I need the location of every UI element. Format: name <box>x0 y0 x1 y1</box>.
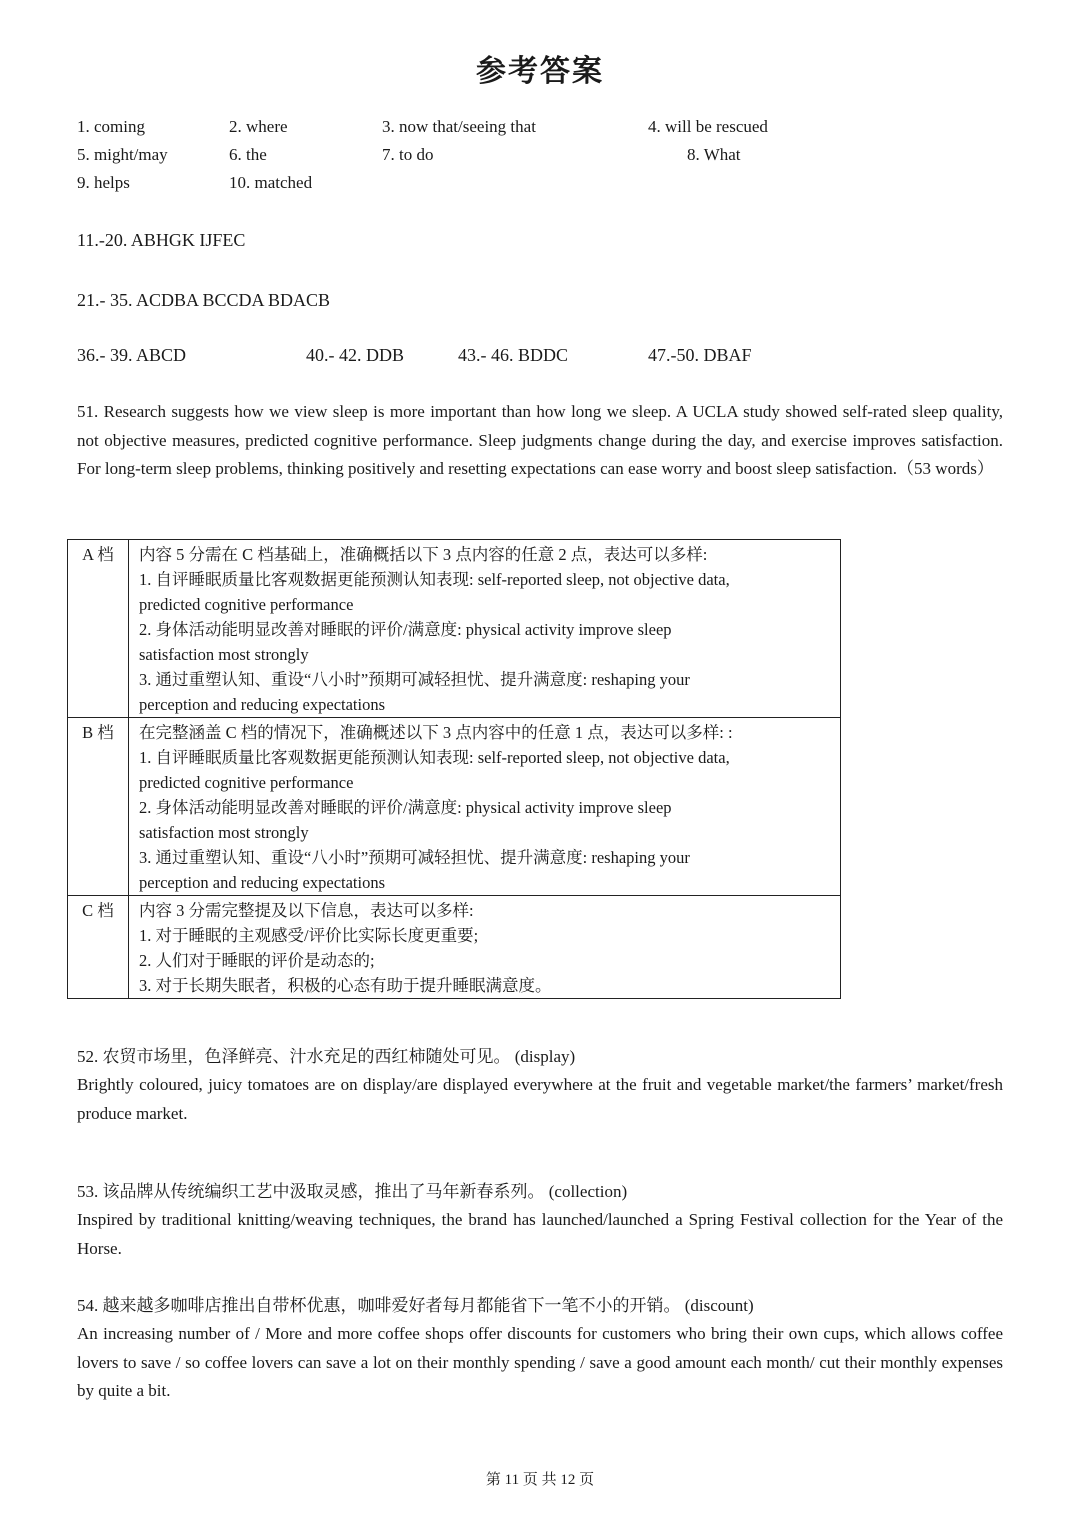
grade-label: C 档 <box>68 896 129 999</box>
rubric-row-a <box>68 540 841 718</box>
answer-8: 8. What <box>687 145 741 164</box>
rubric-line: 内容 5 分需在 C 档基础上，准确概括以下 3 点内容的任意 2 点，表达可以多样: <box>139 545 708 564</box>
grade-label: A 档 <box>68 540 129 718</box>
answer-9: 9. helps <box>77 173 130 192</box>
rubric-line: 2. 人们对于睡眠的评价是动态的; <box>139 951 375 970</box>
rubric-line: 1. 自评睡眠质量比客观数据更能预测认知表现: self-reported sleep, not objective data, <box>139 748 730 767</box>
rubric-row-c <box>68 896 841 999</box>
rubric-row-b <box>68 718 841 896</box>
page-footer: 第 11 页 共 12 页 <box>485 1472 595 1488</box>
answers-47-50: 47.-50. DBAF <box>648 345 752 365</box>
answer-1: 1. coming <box>77 117 145 136</box>
answer-5: 5. might/may <box>77 145 168 164</box>
rubric-line: predicted cognitive performance <box>139 773 354 792</box>
grade-label: B 档 <box>68 718 129 896</box>
rubric-line: 1. 自评睡眠质量比客观数据更能预测认知表现: self-reported sleep, not objective data, <box>139 570 730 589</box>
q53-prompt: 53. 该品牌从传统编织工艺中汲取灵感，推出了马年新春系列。 (collection) <box>77 1182 628 1201</box>
rubric-line: 内容 3 分需完整提及以下信息，表达可以多样: <box>139 901 474 920</box>
answer-10: 10. matched <box>229 173 313 192</box>
rubric-body <box>129 540 841 718</box>
answer-3: 3. now that/seeing that <box>382 117 536 136</box>
rubric-body <box>129 718 841 896</box>
answers-40-42: 40.- 42. DDB <box>306 345 404 365</box>
answers-11-20: 11.-20. ABHGK IJFEC <box>77 230 246 250</box>
page-title: 参考答案 <box>476 55 604 88</box>
rubric-line: perception and reducing expectations <box>139 873 386 892</box>
q53-answer: Inspired by traditional knitting/weaving techniques, the brand has launched/launched a Spring Festival collection for the Year of the Horse. <box>77 1210 1003 1258</box>
rubric-line: satisfaction most strongly <box>139 823 309 842</box>
q54-answer: An increasing number of / More and more coffee shops offer discounts for customers who bring their own cups, which allows coffee lovers to save / so coffee lovers can save a lot on their monthly spending / save a good amount each month/ cut their monthly expenses by quite a bit. <box>77 1324 1003 1400</box>
rubric-line: satisfaction most strongly <box>139 645 309 664</box>
answer-6: 6. the <box>229 145 267 164</box>
q54-prompt: 54. 越来越多咖啡店推出自带杯优惠，咖啡爱好者每月都能省下一笔不小的开销。 (discount) <box>77 1296 754 1315</box>
rubric-line: 2. 身体活动能明显改善对睡眠的评价/满意度: physical activity improve sleep <box>139 798 672 817</box>
rubric-line: 2. 身体活动能明显改善对睡眠的评价/满意度: physical activity improve sleep <box>139 620 672 639</box>
answers-43-46: 43.- 46. BDDC <box>458 345 569 365</box>
rubric-body <box>129 896 841 999</box>
answer-4: 4. will be rescued <box>648 117 768 136</box>
answer-2: 2. where <box>229 117 288 136</box>
rubric-line: 3. 通过重塑认知、重设“八小时”预期可减轻担忧、提升满意度: reshaping your <box>139 670 690 689</box>
rubric-line: 在完整涵盖 C 档的情况下，准确概述以下 3 点内容中的任意 1 点，表达可以多样: : <box>139 723 733 742</box>
rubric-line: 3. 对于长期失眠者，积极的心态有助于提升睡眠满意度。 <box>139 976 552 995</box>
rubric-line: perception and reducing expectations <box>139 695 386 714</box>
rubric-line: predicted cognitive performance <box>139 595 354 614</box>
answers-36-39: 36.- 39. ABCD <box>77 345 187 365</box>
q52-prompt: 52. 农贸市场里，色泽鲜亮、汁水充足的西红柿随处可见。 (display) <box>77 1047 576 1066</box>
answers-21-35: 21.- 35. ACDBA BCCDA BDACB <box>77 290 331 310</box>
q51-summary: 51. Research suggests how we view sleep is more important than how long we sleep. A UCLA study showed self-rated sleep quality, not objective measures, predicted cognitive performance. Sleep judgments change during the day, and exercise improves satisfaction. For long-term sleep problems, thinking positively and resetting expectations can ease worry and boost sleep satisfaction.（53 words） <box>77 402 1003 478</box>
rubric-line: 3. 通过重塑认知、重设“八小时”预期可减轻担忧、提升满意度: reshaping your <box>139 848 690 867</box>
rubric-line: 1. 对于睡眠的主观感受/评价比实际长度更重要; <box>139 926 479 945</box>
answer-7: 7. to do <box>382 145 434 164</box>
q52-answer: Brightly coloured, juicy tomatoes are on display/are displayed everywhere at the fruit and vegetable market/the farmers’ market/fresh produce market. <box>77 1075 1003 1123</box>
scoring-rubric <box>67 539 841 999</box>
